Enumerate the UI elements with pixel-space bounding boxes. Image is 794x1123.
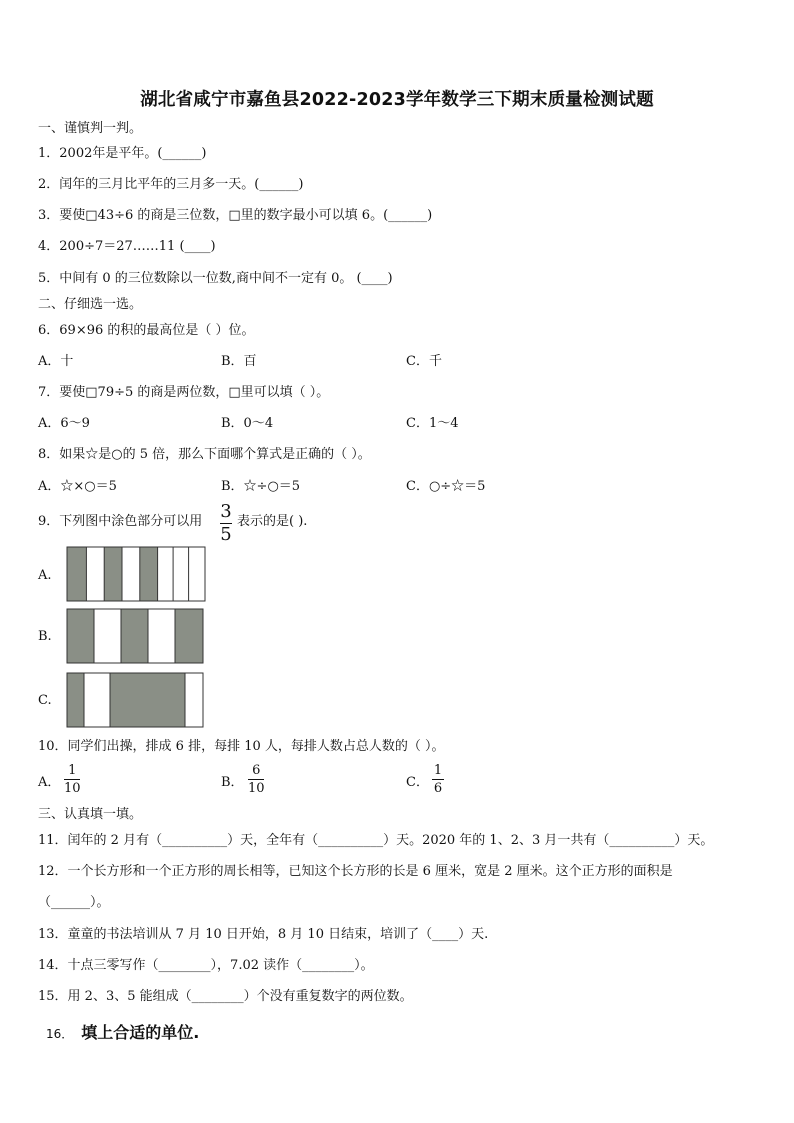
question-13: 13．童童的书法培训从 7 月 10 日开始，8 月 10 日结束，培训了（____）天.: [38, 927, 489, 942]
numerator: 6: [252, 763, 261, 778]
question-9-fraction-numerator: 3: [220, 501, 232, 522]
numerator: 1: [68, 763, 77, 778]
question-10: 10．同学们出操，排成 6 排，每排 10 人，每排人数占总人数的（ ）。: [38, 739, 445, 754]
question-8-option-b: B．☆÷○＝5: [221, 479, 301, 494]
diagram-a-strip-7: [173, 547, 189, 601]
question-12-line-2: （______）。: [38, 895, 110, 910]
denominator: 6: [433, 781, 443, 796]
question-6-option-b: B．百: [221, 354, 257, 369]
question-15: 15．用 2、3、5 能组成（________）个没有重复数字的两位数。: [38, 989, 413, 1004]
question-9-fraction: [220, 502, 232, 545]
question-7-option-c: C．1～4: [406, 416, 459, 431]
question-8-option-c: C．○÷☆＝5: [406, 479, 486, 494]
numerator: 1: [433, 763, 443, 778]
diagram-b-strip-5: [175, 609, 203, 663]
question-7-option-b: B．0～4: [221, 416, 274, 431]
question-6-option-a: A．十: [38, 354, 74, 369]
diagram-b-strip-3: [121, 609, 148, 663]
question-9-option-b-label: B.: [38, 629, 52, 644]
denominator: 10: [248, 781, 265, 796]
question-8: 8．如果☆是○的 5 倍，那么下面哪个算式是正确的（ ）。: [38, 447, 371, 462]
diagram-a-strip-6: [158, 547, 174, 601]
question-8-option-a: A．☆×○＝5: [38, 479, 117, 494]
diagram-a-strip-1: [67, 547, 86, 601]
diagram-b-strip-2: [94, 609, 121, 663]
question-10-option-c-fraction: [432, 763, 444, 796]
fraction-bar: [64, 779, 80, 780]
question-9-fraction-denominator: 5: [220, 524, 232, 545]
question-14: 14．十点三零写作（________），7.02 读作（________）。: [38, 958, 374, 973]
section-1-heading: 一、谨慎判一判。: [38, 121, 143, 136]
question-9-option-c-overlay: [66, 672, 204, 728]
diagram-a-strip-2: [86, 547, 104, 601]
question-10-option-a-fraction: [64, 763, 81, 796]
fraction-bar: [432, 779, 444, 780]
question-16: [46, 1020, 199, 1043]
question-9-suffix: 表示的是( ).: [237, 514, 308, 529]
question-10-option-c-label: C．: [406, 775, 429, 790]
diagram-a-strip-4: [122, 547, 140, 601]
question-9-option-a-label: A.: [38, 568, 52, 583]
question-9-option-c-label: C.: [38, 693, 52, 708]
question-7: 7．要使□79÷5 的商是两位数，□里可以填（ ）。: [38, 385, 330, 400]
question-10-option-b-fraction: [248, 763, 265, 796]
fraction-bar: [248, 779, 264, 780]
question-9-option-a-diagram: [66, 546, 206, 602]
question-5: 5．中间有 0 的三位数除以一位数,商中间不一定有 0。 (____): [38, 271, 393, 286]
question-4: 4．200÷7＝27……11 (____): [38, 239, 216, 254]
question-9-prefix: 9．下列图中涂色部分可以用: [38, 514, 203, 529]
diagram-a-strip-5: [140, 547, 158, 601]
diagram-b-strip-1: [67, 609, 94, 663]
question-9-option-b-diagram: [66, 608, 204, 664]
question-16-number: 16．: [46, 1027, 74, 1041]
diagram-a-strip-3: [104, 547, 122, 601]
question-1: 1．2002年是平年。(______): [38, 146, 207, 161]
question-10-option-a-label: A．: [38, 775, 61, 790]
question-12-line-1: 12．一个长方形和一个正方形的周长相等，已知这个长方形的长是 6 厘米，宽是 2 厘米。这个正方形的面积是: [38, 864, 673, 879]
diagram-a-strip-8: [189, 547, 205, 601]
section-3-heading: 三、认真填一填。: [38, 807, 143, 822]
diagram-b-strip-4: [148, 609, 175, 663]
question-6-option-c: C．千: [406, 354, 442, 369]
question-2: 2．闰年的三月比平年的三月多一天。(______): [38, 177, 304, 192]
section-2-heading: 二、仔细选一选。: [38, 297, 143, 312]
denominator: 10: [64, 781, 81, 796]
question-3: 3．要使□43÷6 的商是三位数，□里的数字最小可以填 6。(______): [38, 208, 433, 223]
question-16-text: 填上合适的单位.: [81, 1023, 200, 1042]
page-title: 湖北省咸宁市嘉鱼县2022-2023学年数学三下期末质量检测试题: [140, 90, 654, 110]
question-6: 6．69×96 的积的最高位是（ ）位。: [38, 323, 255, 338]
question-7-option-a: A．6～9: [38, 416, 90, 431]
question-10-option-b-label: B．: [221, 775, 244, 790]
question-11: 11．闰年的 2 月有（__________）天，全年有（__________）天。2020 年的 1、2、3 月一共有（__________）天。: [38, 833, 714, 848]
